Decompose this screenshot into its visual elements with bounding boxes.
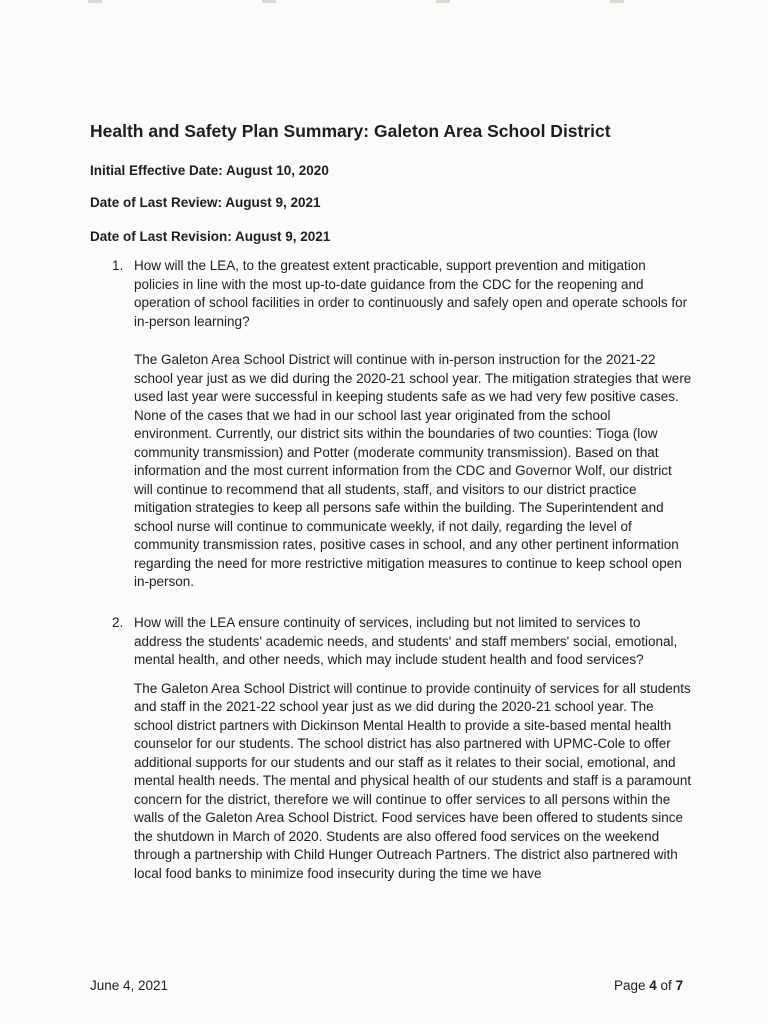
scan-mark [436,0,450,3]
list-item-number: 2. [112,615,124,630]
list-item-prevention-mitigation [112,257,692,592]
scan-mark [88,0,102,3]
last-review-date: Date of Last Review: August 9, 2021 [90,195,321,210]
question-text: How will the LEA, to the greatest extent practicable, support prevention and mitigation policies in line with the most up-to-date guidance from the CDC for the reopening and operation of school facilities in order to continuously and safely open and operate schools for in-person learning? [134,258,688,329]
scan-edge-marks [0,0,768,8]
last-revision-date: Date of Last Revision: August 9, 2021 [90,229,331,244]
scan-mark [262,0,276,3]
initial-effective-date: Initial Effective Date: August 10, 2020 [90,163,329,178]
document-title: Health and Safety Plan Summary: Galeton Area School District [90,121,611,141]
list-item-body [134,614,692,883]
page-total: 7 [675,978,684,993]
scan-mark [610,0,624,3]
page-prefix: Page [614,978,650,993]
answer-text: The Galeton Area School District will continue with in-person instruction for the 2021-22 school year just as we did during the 2020-21 school year. The mitigation strategies that were used last year were successful in keeping students safe as we had very few positive cases. None of the cases that we had in our school last year originated from the school environment. Currently, our district sits within the boundaries of two counties: Tioga (low community transmission) and Potter (moderate community transmission). Based on that information and the most current information from the CDC and Governor Wolf, our district will continue to recommend that all students, staff, and visitors to our district practice mitigation strategies to keep all persons safe within the building. The Superintendent and school nurse will continue to communicate weekly, if not daily, regarding the level of community transmission rates, positive cases in school, and any other pertinent information regarding the need for more restrictive mitigation measures to continue to keep school open in-person. [134,352,692,589]
page-of: of [656,978,676,993]
list-item-number: 1. [112,258,124,273]
footer-page-number [614,978,683,993]
list-item-body [134,257,692,592]
question-text: How will the LEA ensure continuity of services, including but not limited to services to address the students' academic needs, and students' and staff members' social, emotional, mental health, and other needs, which may include student health and food services? [134,615,678,667]
list-item-continuity-of-services [112,614,692,883]
answer-text: The Galeton Area School District will continue to provide continuity of services for all students and staff in the 2021-22 school year just as we did during the 2020-21 school year. The school district partners with Dickinson Mental Health to provide a site-based mental health counselor for our students. The school district has also partnered with UPMC-Cole to offer additional supports for our students and our staff as it relates to their social, emotional, and mental health needs. The mental and physical health of our students and staff is a paramount concern for the district, therefore we will continue to offer services to all persons within the walls of the Galeton Area School District. Food services have been offered to students since the shutdown in March of 2020. Students are also offered food services on the weekend through a partnership with Child Hunger Outreach Partners. The district also partnered with local food banks to minimize food insecurity during the time we have [134,680,692,881]
footer-date: June 4, 2021 [90,978,169,993]
page-current: 4 [649,978,657,993]
